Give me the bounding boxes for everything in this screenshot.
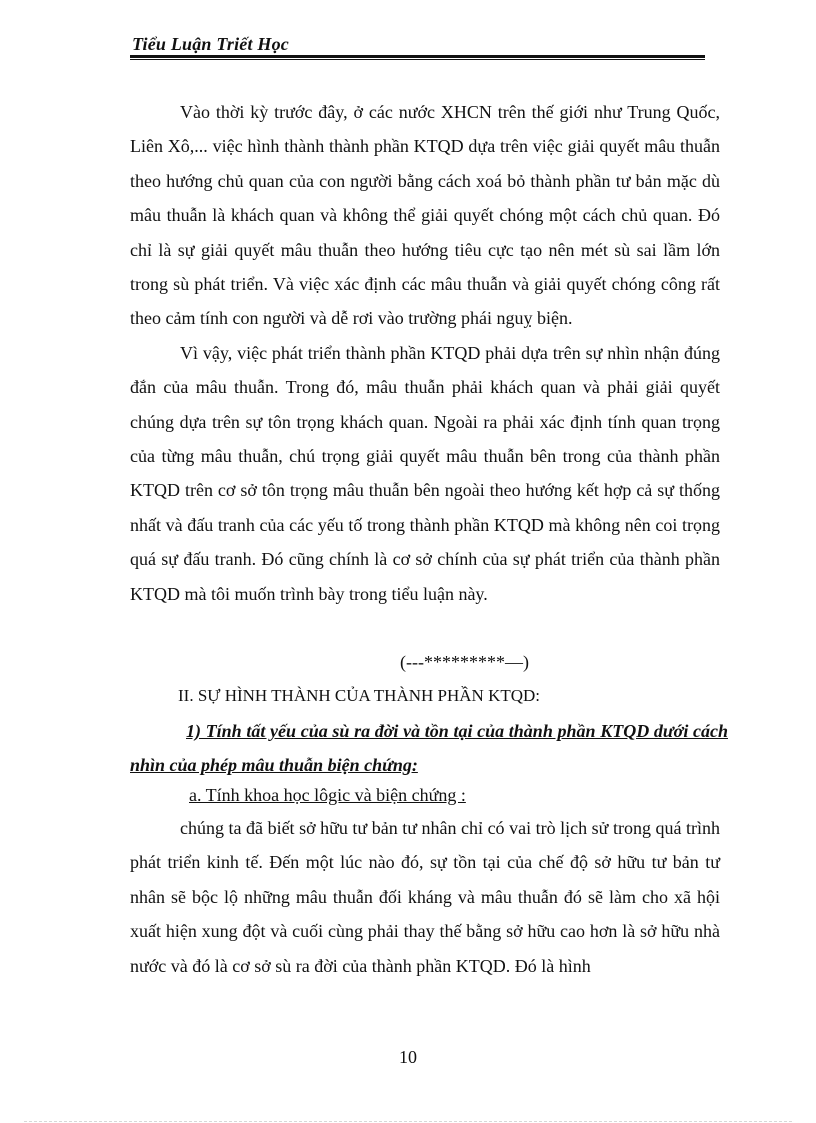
body-text-block (130, 95, 720, 611)
closing-text-block (130, 811, 720, 983)
header-rule-thin (130, 59, 705, 60)
paragraph: chúng ta đã biết sở hữu tư bản tư nhân chỉ có vai trò lịch sử trong quá trình phát triển kinh tế. Đến một lúc nào đó, sự tồn tại của chế độ sở hữu tư bản tư nhân sẽ bộc lộ những mâu thuẫn đối kháng và mâu thuẫn đó sẽ làm cho xã hội xuất hiện xung đột và cuối cùng phải thay thế bằng sở hữu cao hơn là sở hữu nhà nước và đó là cơ sở sù ra đời của thành phần KTQD. Đó là hình (130, 818, 720, 976)
page-number: 10 (399, 1047, 417, 1067)
page-header-title: Tiểu Luận Triết Học (132, 34, 289, 54)
paragraph: Vì vậy, việc phát triển thành phần KTQD phải dựa trên sự nhìn nhận đúng đắn của mâu thuẫn. Trong đó, mâu thuẫn phải khách quan và phải giải quyết chúng dựa trên sự tôn trọng khách quan. Ngoài ra phải xác định tính quan trọng của từng mâu thuẫn, chú trọng giải quyết mâu thuẫn bên trong của thành phần KTQD trên cơ sở tôn trọng mâu thuẫn bên ngoài theo hướng kết hợp cả sự thống nhất và đấu tranh của các yếu tố trong thành phần KTQD mà không nên coi trọng quá sự đấu tranh. Đó cũng chính là cơ sở chính của sự phát triển của thành phần KTQD mà tôi muốn trình bày trong tiểu luận này. (130, 342, 720, 604)
header-rule (130, 55, 705, 58)
subsection-heading: 1) Tính tất yếu của sù ra đời và tồn tại của thành phần KTQD dưới cách nhìn của phép mâu thuẫn biện chứng: (130, 721, 728, 776)
section-separator: (---*********—) (400, 652, 529, 672)
section-heading: II. SỰ HÌNH THÀNH CỦA THÀNH PHẦN KTQD: (178, 686, 541, 705)
page-bottom-rule (24, 1121, 792, 1122)
subsubsection-heading: a. Tính khoa học lôgic và biện chứng : (189, 785, 466, 805)
paragraph: Vào thời kỳ trước đây, ở các nước XHCN trên thế giới như Trung Quốc, Liên Xô,... việc hình thành thành phần KTQD dựa trên việc giải quyết mâu thuẫn theo hướng chủ quan của con người bằng cách xoá bỏ thành phần tư bản mặc dù mâu thuẫn là khách quan và không thể giải quyết chóng một cách chủ quan. Đó chỉ là sự giải quyết mâu thuẫn theo hướng tiêu cực tạo nên mét sù sai lầm lớn trong sù phát triển. Và việc xác định các mâu thuẫn và giải quyết chóng công rất theo cảm tính con người và dễ rơi vào trường phái nguỵ biện. (130, 102, 720, 329)
